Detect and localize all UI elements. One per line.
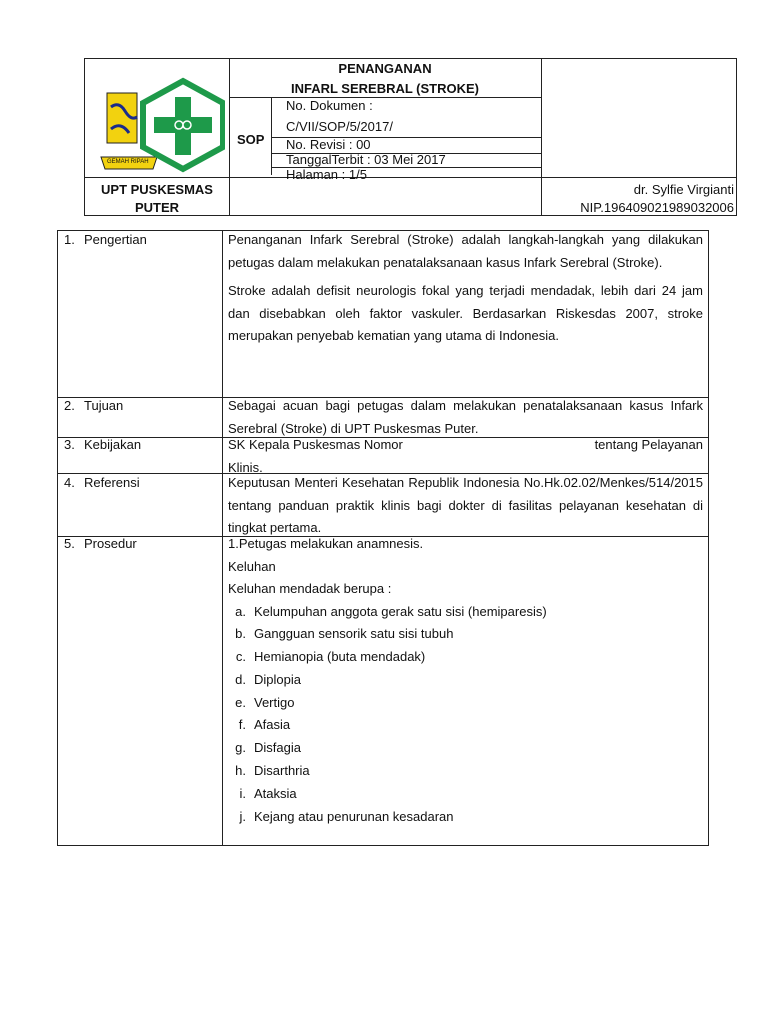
pengertian-paragraph-1: Penanganan Infark Serebral (Stroke) adalah langkah-langkah yang dilakukan petugas dalam melakukan penatalaksanaan kasus Infark Serebral (Stroke). — [228, 232, 703, 270]
page-number: Halaman : 1/5 — [286, 167, 367, 182]
signer-name: dr. Sylfie Virgianti — [633, 182, 734, 197]
section-label-referensi — [64, 472, 140, 494]
list-item-text: Ataksia — [254, 785, 297, 801]
symptom-list-item — [228, 601, 703, 624]
list-item-letter: h. — [235, 763, 246, 779]
document-number-value: C/VII/SOP/5/2017/ — [286, 119, 393, 134]
list-item-letter: e. — [235, 694, 246, 710]
prosedur-keluhan-heading: Keluhan — [228, 558, 276, 574]
sop-title-line2: INFARL SEREBRAL (STROKE) — [290, 81, 480, 96]
symptom-list-item — [228, 623, 703, 646]
prosedur-step-1: 1.Petugas melakukan anamnesis. — [228, 536, 424, 551]
revision-number: No. Revisi : 00 — [286, 137, 371, 152]
symptom-list-item — [228, 692, 703, 715]
symptom-list-item — [228, 737, 703, 760]
list-item-letter: a. — [235, 603, 246, 619]
section-body-prosedur — [228, 533, 703, 828]
list-item-text: Diplopia — [254, 671, 301, 687]
section-label-pengertian — [64, 229, 147, 251]
list-item-letter: i. — [239, 785, 246, 801]
list-item-letter: c. — [235, 649, 246, 665]
symptom-list-item — [228, 760, 703, 783]
issue-date: TanggalTerbit : 03 Mei 2017 — [286, 152, 446, 167]
section-body-tujuan: Sebagai acuan bagi petugas dalam melakukan penatalaksanaan kasus Infark Serebral (Stroke) di UPT Puskesmas Puter. — [228, 398, 703, 436]
document-number-label: No. Dokumen : — [286, 98, 373, 113]
sop-label: SOP — [237, 132, 265, 147]
list-item-text: Afasia — [254, 717, 291, 733]
kebijakan-text-b: tentang Pelayanan — [594, 437, 703, 452]
kebijakan-text-a: SK Kepala Puskesmas Nomor — [228, 437, 403, 452]
section-label-kebijakan — [64, 434, 141, 456]
list-item-text: Kejang atau penurunan kesadaran — [254, 808, 454, 824]
list-item-letter: b. — [235, 626, 246, 642]
list-item-text: Gangguan sensorik satu sisi tubuh — [254, 626, 454, 642]
list-item-text: Disfagia — [254, 740, 301, 756]
list-item-text: Vertigo — [254, 694, 295, 710]
puskesmas-logo — [97, 77, 225, 173]
logo-ribbon-text: GEMAH RIPAH — [107, 159, 149, 165]
list-item-letter: f. — [238, 717, 246, 733]
pengertian-paragraph-2: Stroke adalah defisit neurologis fokal yang terjadi mendadak, lebih dari 24 jam dan disebabkan oleh faktor vaskuler. Berdasarkan Riskesdas 2007, stroke merupakan penyebab kematian yang utama di Indonesia. — [228, 283, 703, 343]
sop-header-table — [84, 58, 737, 216]
organization-name-line2: PUTER — [134, 200, 180, 215]
symptom-list — [228, 601, 703, 829]
list-item-text: Kelumpuhan anggota gerak satu sisi (hemiparesis) — [254, 603, 547, 619]
section-number: 1. — [64, 232, 75, 247]
section-label-prosedur — [64, 533, 137, 555]
section-number: 2. — [64, 398, 75, 413]
list-item-text: Hemianopia (buta mendadak) — [254, 649, 426, 665]
section-number: 4. — [64, 475, 75, 490]
section-label-tujuan — [64, 395, 123, 417]
sop-title-line1: PENANGANAN — [338, 61, 432, 76]
symptom-list-item — [228, 646, 703, 669]
signer-nip: NIP.196409021989032006 — [580, 200, 734, 215]
symptom-list-item — [228, 714, 703, 737]
symptom-list-item — [228, 806, 703, 829]
prosedur-keluhan-intro: Keluhan mendadak berupa : — [228, 581, 392, 596]
section-body-pengertian — [228, 229, 703, 354]
section-body-referensi: Keputusan Menteri Kesehatan Republik Indonesia No.Hk.02.02/Menkes/514/2015 tentang panduan praktik klinis bagi dokter di fasilitas pelayanan kesehatan di tingkat pertama. — [228, 475, 703, 535]
section-number: 3. — [64, 437, 75, 452]
section-title: Kebijakan — [84, 437, 142, 452]
section-title: Tujuan — [84, 398, 124, 413]
list-item-letter: g. — [235, 740, 246, 756]
section-title: Pengertian — [84, 232, 147, 247]
section-number: 5. — [64, 536, 75, 551]
sop-content-table — [57, 230, 709, 846]
list-item-text: Disarthria — [254, 763, 310, 779]
list-item-letter: d. — [235, 671, 246, 687]
symptom-list-item — [228, 783, 703, 806]
section-title: Referensi — [84, 475, 140, 490]
list-item-letter: j. — [239, 808, 246, 824]
organization-name-line1: UPT PUSKESMAS — [101, 182, 213, 197]
kebijakan-text-c: Klinis. — [228, 459, 263, 475]
section-title: Prosedur — [84, 536, 137, 551]
symptom-list-item — [228, 669, 703, 692]
